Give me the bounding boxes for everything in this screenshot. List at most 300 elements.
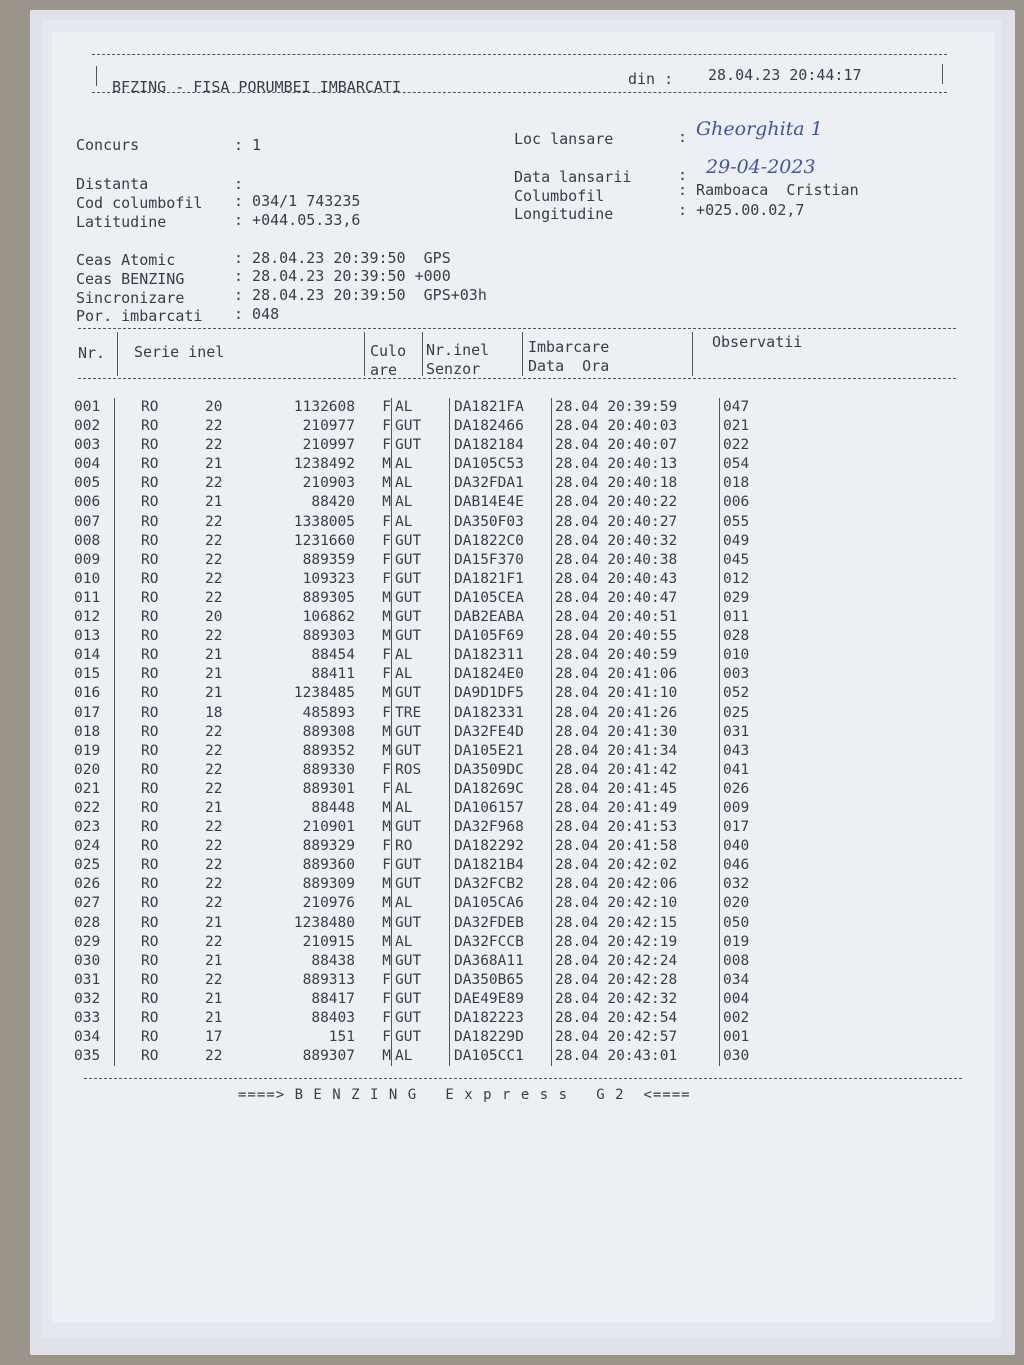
country-code: RO <box>141 685 159 702</box>
boarding-date: 28.04 <box>555 857 599 874</box>
row-number: 025 <box>74 856 115 875</box>
color: AL <box>392 474 450 493</box>
color: GUT <box>392 742 450 761</box>
ring-year: 22 <box>205 589 223 606</box>
sex: M <box>355 742 392 761</box>
sensor-ring: DA1824E0 <box>450 665 552 684</box>
ring-number: 210903 <box>302 475 355 492</box>
sex: F <box>355 551 392 570</box>
sex: M <box>355 455 392 474</box>
boarding-date: 28.04 <box>555 647 599 664</box>
boarding-date: 28.04 <box>555 819 599 836</box>
sex: F <box>355 761 392 780</box>
country-code: RO <box>141 437 159 454</box>
sensor-ring: DA1821F1 <box>450 570 552 589</box>
ring-year: 22 <box>205 838 223 855</box>
columbofil-value: : Ramboaca Cristian <box>678 181 859 199</box>
sex: F <box>355 398 392 417</box>
boarding-datetime <box>552 513 720 532</box>
boarding-datetime <box>552 551 720 570</box>
sex: M <box>355 493 392 512</box>
row-number: 031 <box>74 971 115 990</box>
ring-number: 88417 <box>311 990 355 1007</box>
row-number: 007 <box>74 513 115 532</box>
row-number: 001 <box>74 398 115 417</box>
pigeon-table-body <box>74 398 783 1066</box>
header-right-edge <box>942 64 943 84</box>
row-number: 016 <box>74 684 115 703</box>
ring-number: 1132608 <box>293 399 355 415</box>
country-code: RO <box>141 761 159 778</box>
boarding-date: 28.04 <box>555 971 599 988</box>
boarding-date: 28.04 <box>555 780 599 797</box>
country-code: RO <box>141 532 159 549</box>
print-date-label: din : <box>628 70 674 88</box>
row-number: 029 <box>74 933 115 952</box>
table-row <box>74 818 783 837</box>
sensor-ring: DA32FDEB <box>450 914 552 933</box>
printed-sheet <box>52 32 994 1322</box>
ring-year: 21 <box>205 1010 223 1026</box>
sex: F <box>355 513 392 532</box>
cod-columbofil-label: Cod columbofil <box>76 194 203 212</box>
sincronizare-value: : 28.04.23 20:39:50 GPS+03h <box>234 286 487 304</box>
boarding-date: 28.04 <box>555 456 599 473</box>
ring-year: 22 <box>205 780 223 797</box>
boarding-date: 28.04 <box>555 723 599 740</box>
country-code: RO <box>141 952 159 969</box>
observation: 055 <box>723 513 750 530</box>
ring-number: 889308 <box>302 723 355 740</box>
boarding-time: 20:42:32 <box>607 990 678 1007</box>
row-number: 012 <box>74 608 115 627</box>
observation: 022 <box>723 437 750 454</box>
ring-year: 21 <box>205 666 223 683</box>
table-row <box>74 837 783 856</box>
ring-year: 22 <box>205 551 223 568</box>
row-number: 014 <box>74 646 115 665</box>
boarding-datetime <box>552 608 720 627</box>
row-number: 003 <box>74 436 115 455</box>
boarding-date: 28.04 <box>555 399 599 415</box>
color: GUT <box>392 627 450 646</box>
ring-year: 22 <box>205 876 223 893</box>
observation: 043 <box>723 742 750 759</box>
boarding-time: 20:40:47 <box>607 589 678 606</box>
observation: 019 <box>723 933 750 950</box>
country-code: RO <box>141 990 159 1007</box>
row-number: 015 <box>74 665 115 684</box>
ring-year: 22 <box>205 895 223 912</box>
boarding-time: 20:42:54 <box>607 1010 678 1026</box>
boarding-date: 28.04 <box>555 761 599 778</box>
color: AL <box>392 894 450 913</box>
boarding-time: 20:42:19 <box>607 933 678 950</box>
observation: 012 <box>723 570 750 587</box>
boarding-date: 28.04 <box>555 685 599 702</box>
boarding-date: 28.04 <box>555 838 599 855</box>
row-number: 024 <box>74 837 115 856</box>
boarding-time: 20:40:03 <box>607 418 678 435</box>
boarding-time: 20:41:58 <box>607 838 678 855</box>
header-divider <box>522 332 523 376</box>
boarding-time: 20:42:10 <box>607 895 678 912</box>
boarding-datetime <box>552 1009 720 1028</box>
sex: F <box>355 856 392 875</box>
print-date-value: 28.04.23 20:44:17 <box>708 66 862 84</box>
boarding-datetime <box>552 971 720 990</box>
ring-number: 889329 <box>302 838 355 855</box>
boarding-time: 20:40:22 <box>607 494 678 511</box>
observation: 008 <box>723 952 750 969</box>
country-code: RO <box>141 723 159 740</box>
observation: 026 <box>723 780 750 797</box>
sensor-ring: DA350F03 <box>450 513 552 532</box>
sex: F <box>355 780 392 799</box>
row-number: 032 <box>74 990 115 1009</box>
latitudine-label: Latitudine <box>76 213 167 231</box>
header-divider <box>692 332 693 376</box>
ring-number: 1238480 <box>293 914 355 931</box>
observation: 030 <box>723 1048 750 1065</box>
table-row <box>74 856 783 875</box>
boarding-date: 28.04 <box>555 876 599 893</box>
country-code: RO <box>141 666 159 683</box>
ring-number: 889313 <box>302 971 355 988</box>
boarding-datetime <box>552 818 720 837</box>
boarding-date: 28.04 <box>555 933 599 950</box>
color: AL <box>392 933 450 952</box>
longitudine-label: Longitudine <box>514 205 614 223</box>
observation: 003 <box>723 666 750 683</box>
sex: M <box>355 1047 392 1066</box>
color: GUT <box>392 818 450 837</box>
row-number: 017 <box>74 704 115 723</box>
country-code: RO <box>141 475 159 492</box>
boarding-time: 20:41:45 <box>607 780 678 797</box>
boarding-datetime <box>552 990 720 1009</box>
row-number: 004 <box>74 455 115 474</box>
ring-number: 106862 <box>302 609 355 626</box>
sex: F <box>355 646 392 665</box>
sex: F <box>355 570 392 589</box>
ring-number: 88411 <box>311 666 355 683</box>
distanta-value: : <box>234 175 244 193</box>
row-number: 026 <box>74 875 115 894</box>
ring-number: 109323 <box>302 570 355 587</box>
ring-year: 22 <box>205 475 223 492</box>
boarding-datetime <box>552 1028 720 1047</box>
country-code: RO <box>141 1048 159 1065</box>
sensor-ring: DAE49E89 <box>450 990 552 1009</box>
sensor-ring: DA32FCCB <box>450 933 552 952</box>
sensor-ring: DA182184 <box>450 436 552 455</box>
boarding-datetime <box>552 837 720 856</box>
row-number: 034 <box>74 1028 115 1047</box>
country-code: RO <box>141 799 159 816</box>
header-left-edge <box>96 66 97 86</box>
table-row <box>74 971 783 990</box>
boarding-datetime <box>552 589 720 608</box>
sex: F <box>355 1028 392 1047</box>
ring-number: 88454 <box>311 647 355 664</box>
boarding-time: 20:42:28 <box>607 971 678 988</box>
sensor-ring: DAB14E4E <box>450 493 552 512</box>
sensor-ring: DA182331 <box>450 704 552 723</box>
color: AL <box>392 513 450 532</box>
ring-year: 22 <box>205 723 223 740</box>
country-code: RO <box>141 456 159 473</box>
sensor-ring: DA368A11 <box>450 952 552 971</box>
boarding-datetime <box>552 914 720 933</box>
country-code: RO <box>141 704 159 721</box>
row-number: 021 <box>74 780 115 799</box>
ring-number: 1238492 <box>293 456 355 473</box>
sensor-ring: DA105CA6 <box>450 894 552 913</box>
sex: F <box>355 971 392 990</box>
boarding-time: 20:40:18 <box>607 475 678 492</box>
country-code: RO <box>141 742 159 759</box>
country-code: RO <box>141 1029 159 1046</box>
boarding-date: 28.04 <box>555 742 599 759</box>
table-header-top-border <box>78 328 956 329</box>
boarding-time: 20:40:59 <box>607 647 678 664</box>
boarding-datetime <box>552 952 720 971</box>
table-row <box>74 570 783 589</box>
table-row <box>74 894 783 913</box>
boarding-datetime <box>552 455 720 474</box>
boarding-datetime <box>552 417 720 436</box>
boarding-time: 20:41:10 <box>607 685 678 702</box>
color: AL <box>392 455 450 474</box>
boarding-date: 28.04 <box>555 475 599 492</box>
boarding-date: 28.04 <box>555 513 599 530</box>
boarding-time: 20:42:15 <box>607 914 678 931</box>
ring-number: 151 <box>328 1029 355 1046</box>
boarding-date: 28.04 <box>555 990 599 1007</box>
country-code: RO <box>141 914 159 931</box>
observation: 029 <box>723 589 750 606</box>
boarding-datetime <box>552 646 720 665</box>
country-code: RO <box>141 418 159 435</box>
color: GUT <box>392 723 450 742</box>
ring-year: 22 <box>205 857 223 874</box>
sex: F <box>355 532 392 551</box>
concurs-label: Concurs <box>76 136 140 154</box>
observation: 034 <box>723 971 750 988</box>
boarding-date: 28.04 <box>555 1010 599 1026</box>
table-row <box>74 1047 783 1066</box>
sensor-ring: DA9D1DF5 <box>450 684 552 703</box>
header-divider <box>422 332 423 376</box>
distanta-label: Distanta <box>76 175 149 193</box>
country-code: RO <box>141 609 159 626</box>
boarding-date: 28.04 <box>555 628 599 645</box>
ring-number: 1338005 <box>293 513 355 530</box>
sex: M <box>355 818 392 837</box>
ring-year: 21 <box>205 685 223 702</box>
ring-year: 18 <box>205 704 223 721</box>
ring-number: 485893 <box>302 704 355 721</box>
ring-number: 88420 <box>311 494 355 511</box>
color: GUT <box>392 990 450 1009</box>
boarding-time: 20:40:07 <box>607 437 678 454</box>
sex: F <box>355 837 392 856</box>
ring-year: 22 <box>205 570 223 587</box>
col-header-culoare-1: Culo <box>370 342 407 360</box>
ring-year: 21 <box>205 990 223 1007</box>
color: GUT <box>392 856 450 875</box>
boarding-datetime <box>552 780 720 799</box>
country-code: RO <box>141 551 159 568</box>
row-number: 035 <box>74 1047 115 1066</box>
color: AL <box>392 665 450 684</box>
loc-lansare-label: Loc lansare <box>514 130 614 148</box>
ring-number: 210915 <box>302 933 355 950</box>
table-bottom-border <box>84 1078 962 1079</box>
boarding-datetime <box>552 474 720 493</box>
color: AL <box>392 1047 450 1066</box>
row-number: 010 <box>74 570 115 589</box>
boarding-datetime <box>552 398 720 417</box>
table-row <box>74 723 783 742</box>
sex: M <box>355 914 392 933</box>
boarding-datetime <box>552 532 720 551</box>
row-number: 011 <box>74 589 115 608</box>
observation: 018 <box>723 475 750 492</box>
row-number: 006 <box>74 493 115 512</box>
boarding-date: 28.04 <box>555 551 599 568</box>
sex: M <box>355 875 392 894</box>
ring-year: 21 <box>205 914 223 931</box>
table-row <box>74 875 783 894</box>
ring-year: 22 <box>205 628 223 645</box>
ring-number: 889309 <box>302 876 355 893</box>
color: GUT <box>392 436 450 455</box>
sensor-ring: DA105CEA <box>450 589 552 608</box>
boarding-time: 20:40:27 <box>607 513 678 530</box>
boarding-datetime <box>552 799 720 818</box>
table-row <box>74 455 783 474</box>
boarding-datetime <box>552 933 720 952</box>
observation: 049 <box>723 532 750 549</box>
ring-number: 889360 <box>302 857 355 874</box>
ceas-benzing-label: Ceas BENZING <box>76 270 185 288</box>
table-row <box>74 436 783 455</box>
sex: F <box>355 665 392 684</box>
boarding-datetime <box>552 570 720 589</box>
sex: M <box>355 684 392 703</box>
longitudine-value: : +025.00.02,7 <box>678 201 805 219</box>
observation: 054 <box>723 456 750 473</box>
table-row <box>74 684 783 703</box>
col-header-serie-inel: Serie inel <box>134 343 225 361</box>
boarding-time: 20:41:34 <box>607 742 678 759</box>
header-top-border <box>92 54 947 55</box>
boarding-datetime <box>552 684 720 703</box>
col-header-culoare-2: are <box>370 361 398 379</box>
boarding-datetime <box>552 875 720 894</box>
observation: 045 <box>723 551 750 568</box>
table-row <box>74 933 783 952</box>
table-row <box>74 1009 783 1028</box>
boarding-datetime <box>552 493 720 512</box>
row-number: 027 <box>74 894 115 913</box>
color: GUT <box>392 570 450 589</box>
ring-number: 889307 <box>302 1048 355 1065</box>
observation: 021 <box>723 418 750 435</box>
boarding-time: 20:41:42 <box>607 761 678 778</box>
boarding-datetime <box>552 436 720 455</box>
sensor-ring: DA182292 <box>450 837 552 856</box>
country-code: RO <box>141 628 159 645</box>
columbofil-label: Columbofil <box>514 187 605 205</box>
sensor-ring: DA18269C <box>450 780 552 799</box>
observation: 001 <box>723 1029 750 1046</box>
boarding-time: 20:40:38 <box>607 551 678 568</box>
boarding-date: 28.04 <box>555 532 599 549</box>
sex: M <box>355 723 392 742</box>
col-header-nr: Nr. <box>78 344 106 362</box>
country-code: RO <box>141 513 159 530</box>
sensor-ring: DA350B65 <box>450 971 552 990</box>
color: GUT <box>392 532 450 551</box>
observation: 052 <box>723 685 750 702</box>
ring-year: 21 <box>205 647 223 664</box>
row-number: 005 <box>74 474 115 493</box>
country-code: RO <box>141 647 159 664</box>
observation: 011 <box>723 609 750 626</box>
boarding-time: 20:40:13 <box>607 456 678 473</box>
table-row <box>74 799 783 818</box>
boarding-date: 28.04 <box>555 570 599 587</box>
country-code: RO <box>141 1010 159 1026</box>
table-row <box>74 704 783 723</box>
ring-year: 22 <box>205 971 223 988</box>
color: AL <box>392 799 450 818</box>
boarding-time: 20:40:51 <box>607 609 678 626</box>
ring-year: 22 <box>205 532 223 549</box>
ring-number: 88438 <box>311 952 355 969</box>
sensor-ring: DA32F968 <box>450 818 552 837</box>
boarding-date: 28.04 <box>555 799 599 816</box>
boarding-time: 20:41:06 <box>607 666 678 683</box>
sensor-ring: DA105F69 <box>450 627 552 646</box>
color: GUT <box>392 589 450 608</box>
color: GUT <box>392 684 450 703</box>
boarding-date: 28.04 <box>555 666 599 683</box>
country-code: RO <box>141 399 159 415</box>
boarding-time: 20:39:59 <box>607 399 678 415</box>
boarding-time: 20:42:02 <box>607 857 678 874</box>
ring-year: 22 <box>205 819 223 836</box>
data-lansarii-value: : <box>678 166 688 184</box>
color: GUT <box>392 971 450 990</box>
boarding-time: 20:41:53 <box>607 819 678 836</box>
country-code: RO <box>141 780 159 797</box>
country-code: RO <box>141 933 159 950</box>
observation: 009 <box>723 799 750 816</box>
color: GUT <box>392 551 450 570</box>
ring-year: 20 <box>205 399 223 415</box>
color: AL <box>392 780 450 799</box>
col-header-nrinel-1: Nr.inel <box>426 341 490 359</box>
table-row <box>74 589 783 608</box>
table-row <box>74 608 783 627</box>
header-divider <box>117 332 118 376</box>
col-header-imbarcare-1: Imbarcare <box>528 338 610 356</box>
sensor-ring: DA182466 <box>450 417 552 436</box>
